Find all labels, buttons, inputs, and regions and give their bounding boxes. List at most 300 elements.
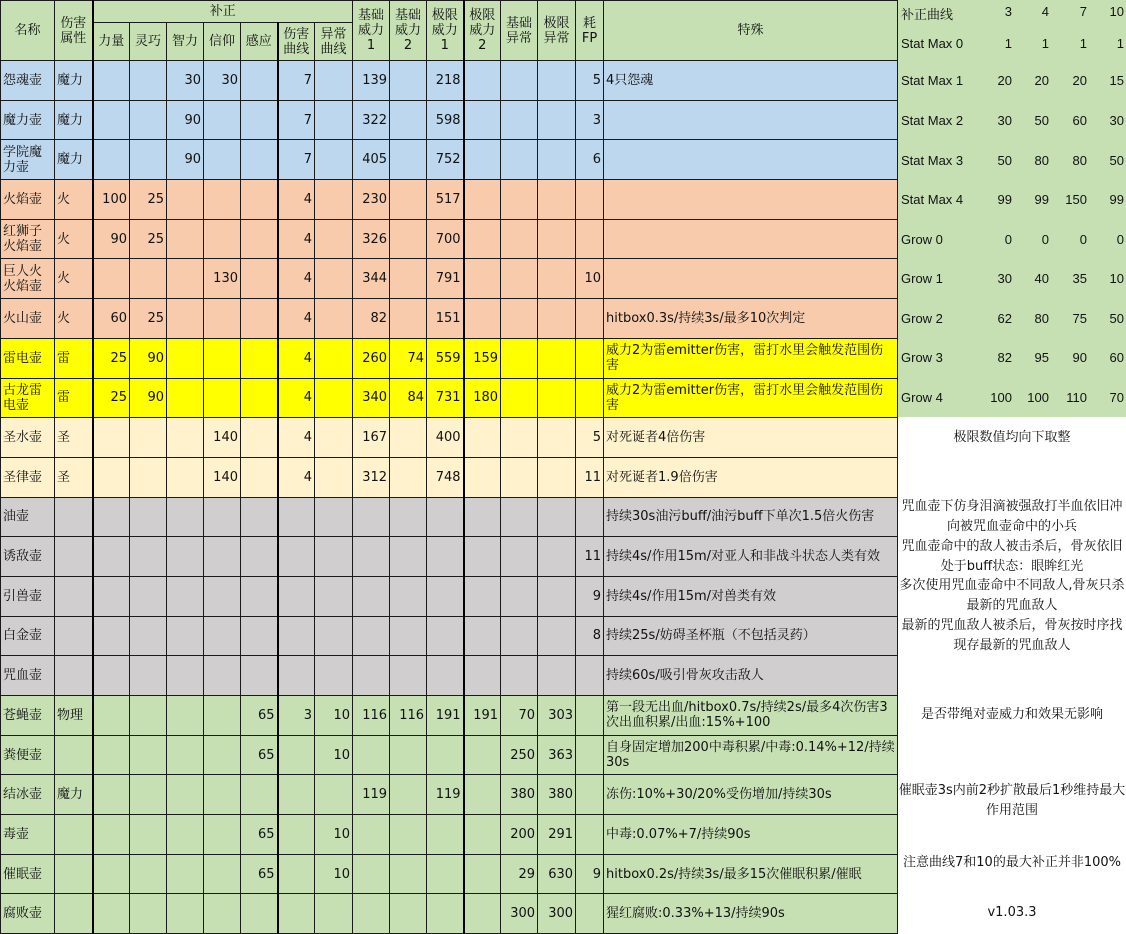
base-status-cell bbox=[501, 537, 538, 577]
status-curve-cell bbox=[315, 259, 353, 299]
table-row bbox=[1, 338, 898, 378]
fai-scaling-cell bbox=[204, 180, 241, 220]
fp-cost-cell bbox=[576, 735, 604, 775]
max-power-2-cell bbox=[464, 537, 501, 577]
base-power-1-cell: 167 bbox=[353, 418, 390, 458]
damage-attr-cell bbox=[55, 537, 93, 577]
int-scaling-cell: 30 bbox=[167, 61, 204, 101]
int-scaling-cell bbox=[167, 696, 204, 736]
table-row bbox=[1, 61, 898, 101]
pot-name-cell: 苍蝇壶 bbox=[1, 696, 55, 736]
damage-curve-cell: 3 bbox=[278, 696, 315, 736]
str-scaling-cell: 100 bbox=[93, 180, 130, 220]
base-status-cell: 200 bbox=[501, 815, 538, 855]
fp-cost-cell: 9 bbox=[576, 854, 604, 894]
max-power-1-cell bbox=[427, 854, 464, 894]
fp-cost-cell bbox=[576, 815, 604, 855]
max-power-1-cell bbox=[427, 735, 464, 775]
dex-scaling-cell bbox=[130, 576, 167, 616]
dex-scaling-cell: 25 bbox=[130, 219, 167, 259]
max-power-1-cell: 752 bbox=[427, 140, 464, 180]
base-power-2-cell bbox=[390, 100, 427, 140]
damage-attr-cell: 圣 bbox=[55, 418, 93, 458]
arc-scaling-cell bbox=[241, 338, 278, 378]
base-power-2-cell bbox=[390, 299, 427, 339]
arc-scaling-cell bbox=[241, 497, 278, 537]
header-fai: 信仰 bbox=[204, 23, 241, 61]
arc-scaling-cell: 65 bbox=[241, 696, 278, 736]
curve-row-label: Stat Max 1 bbox=[901, 73, 964, 88]
damage-attr-cell bbox=[55, 815, 93, 855]
curve-row-label: Grow 3 bbox=[901, 350, 943, 365]
fai-scaling-cell: 130 bbox=[204, 259, 241, 299]
pot-name-cell: 毒壶 bbox=[1, 815, 55, 855]
special-effect-cell: 中毒:0.07%+7/持续90s bbox=[604, 815, 898, 855]
damage-curve-cell: 4 bbox=[278, 219, 315, 259]
max-status-cell bbox=[538, 100, 576, 140]
status-curve-cell bbox=[315, 497, 353, 537]
special-effect-cell: 对死诞者4倍伤害 bbox=[604, 418, 898, 458]
pot-name-cell: 催眠壶 bbox=[1, 854, 55, 894]
dex-scaling-cell bbox=[130, 775, 167, 815]
status-curve-cell bbox=[315, 299, 353, 339]
curve-row-label: Stat Max 4 bbox=[901, 192, 964, 207]
table-row bbox=[1, 894, 898, 934]
base-status-cell bbox=[501, 140, 538, 180]
curve-row bbox=[898, 390, 1126, 410]
max-status-cell bbox=[538, 656, 576, 696]
fp-cost-cell bbox=[576, 219, 604, 259]
int-scaling-cell bbox=[167, 616, 204, 656]
max-status-cell bbox=[538, 497, 576, 537]
base-power-1-cell: 139 bbox=[353, 61, 390, 101]
curve-value: 100 bbox=[990, 390, 1012, 405]
str-scaling-cell bbox=[93, 894, 130, 934]
status-curve-cell bbox=[315, 418, 353, 458]
max-power-1-cell: 748 bbox=[427, 457, 464, 497]
pot-name-cell: 结冰壶 bbox=[1, 775, 55, 815]
arc-scaling-cell bbox=[241, 219, 278, 259]
dex-scaling-cell bbox=[130, 61, 167, 101]
fai-scaling-cell bbox=[204, 616, 241, 656]
fai-scaling-cell: 30 bbox=[204, 61, 241, 101]
special-effect-cell bbox=[604, 180, 898, 220]
table-row bbox=[1, 259, 898, 299]
fp-cost-cell bbox=[576, 696, 604, 736]
dex-scaling-cell bbox=[130, 418, 167, 458]
table-row bbox=[1, 299, 898, 339]
str-scaling-cell bbox=[93, 140, 130, 180]
int-scaling-cell bbox=[167, 815, 204, 855]
special-effect-cell bbox=[604, 259, 898, 299]
str-scaling-cell bbox=[93, 259, 130, 299]
base-status-cell bbox=[501, 616, 538, 656]
side-panel bbox=[898, 0, 1126, 933]
max-power-2-cell bbox=[464, 735, 501, 775]
arc-scaling-cell bbox=[241, 894, 278, 934]
special-effect-cell: 威力2为雷emitter伤害，雷打水里会触发范围伤害 bbox=[604, 378, 898, 418]
curve-value: 20 bbox=[1034, 73, 1049, 88]
damage-curve-cell: 4 bbox=[278, 418, 315, 458]
dex-scaling-cell bbox=[130, 696, 167, 736]
base-power-2-cell bbox=[390, 735, 427, 775]
arc-scaling-cell bbox=[241, 378, 278, 418]
special-effect-cell: 持续4s/作用15m/对亚人和非战斗状态人类有效 bbox=[604, 537, 898, 577]
dex-scaling-cell bbox=[130, 537, 167, 577]
table-row bbox=[1, 854, 898, 894]
curve-value: 50 bbox=[1109, 153, 1124, 168]
arc-scaling-cell bbox=[241, 259, 278, 299]
status-curve-cell bbox=[315, 616, 353, 656]
base-status-cell bbox=[501, 219, 538, 259]
str-scaling-cell bbox=[93, 497, 130, 537]
base-status-cell bbox=[501, 418, 538, 458]
max-power-2-cell bbox=[464, 61, 501, 101]
fai-scaling-cell bbox=[204, 696, 241, 736]
curve-value: 99 bbox=[1034, 192, 1049, 207]
max-status-cell bbox=[538, 299, 576, 339]
dex-scaling-cell bbox=[130, 656, 167, 696]
curve-row bbox=[898, 232, 1126, 252]
header-base-power-1: 基础威力1 bbox=[353, 1, 390, 61]
curve-value: 110 bbox=[1066, 390, 1087, 405]
base-power-2-cell bbox=[390, 180, 427, 220]
base-power-1-cell: 312 bbox=[353, 457, 390, 497]
max-power-2-cell bbox=[464, 894, 501, 934]
special-effect-cell: 冻伤:10%+30/20%受伤增加/持续30s bbox=[604, 775, 898, 815]
header-name: 名称 bbox=[1, 1, 55, 61]
int-scaling-cell bbox=[167, 537, 204, 577]
curve-value: 50 bbox=[997, 153, 1012, 168]
damage-attr-cell: 火 bbox=[55, 259, 93, 299]
max-power-1-cell bbox=[427, 497, 464, 537]
str-scaling-cell: 25 bbox=[93, 378, 130, 418]
base-power-2-cell bbox=[390, 219, 427, 259]
max-power-2-cell bbox=[464, 140, 501, 180]
curve-value: 30 bbox=[997, 113, 1012, 128]
arc-scaling-cell bbox=[241, 140, 278, 180]
max-power-2-cell bbox=[464, 100, 501, 140]
pot-name-cell: 魔力壶 bbox=[1, 100, 55, 140]
curve-row bbox=[898, 36, 1126, 56]
str-scaling-cell: 90 bbox=[93, 219, 130, 259]
max-status-cell: 380 bbox=[538, 775, 576, 815]
special-effect-cell: 对死诞者1.9倍伤害 bbox=[604, 457, 898, 497]
status-curve-cell bbox=[315, 894, 353, 934]
base-power-1-cell: 260 bbox=[353, 338, 390, 378]
base-power-2-cell bbox=[390, 894, 427, 934]
curve-value: 60 bbox=[1072, 113, 1087, 128]
curve-value: 35 bbox=[1072, 271, 1087, 286]
curve-row bbox=[898, 73, 1126, 93]
max-status-cell bbox=[538, 576, 576, 616]
max-power-2-cell bbox=[464, 576, 501, 616]
curve-col-3: 3 bbox=[1004, 4, 1012, 19]
fp-cost-cell: 6 bbox=[576, 140, 604, 180]
fp-cost-cell: 11 bbox=[576, 457, 604, 497]
max-power-2-cell bbox=[464, 299, 501, 339]
pot-name-cell: 学院魔力壶 bbox=[1, 140, 55, 180]
fai-scaling-cell bbox=[204, 100, 241, 140]
max-power-2-cell bbox=[464, 854, 501, 894]
fai-scaling-cell bbox=[204, 854, 241, 894]
status-curve-cell bbox=[315, 61, 353, 101]
int-scaling-cell: 90 bbox=[167, 140, 204, 180]
base-power-1-cell: 344 bbox=[353, 259, 390, 299]
note-curse-3: 多次使用咒血壶命中不同敌人,骨灰只杀最新的咒血敌人 bbox=[899, 578, 1125, 613]
base-status-cell: 380 bbox=[501, 775, 538, 815]
max-power-2-cell bbox=[464, 497, 501, 537]
max-power-2-cell: 191 bbox=[464, 696, 501, 736]
fp-cost-cell bbox=[576, 894, 604, 934]
header-scaling-group: 补正 bbox=[93, 1, 353, 23]
curve-value: 20 bbox=[1072, 73, 1087, 88]
curve-value: 1 bbox=[1079, 36, 1087, 51]
curve-value: 0 bbox=[1041, 232, 1049, 247]
special-effect-cell: 猩红腐败:0.33%+13/持续90s bbox=[604, 894, 898, 934]
base-status-cell bbox=[501, 180, 538, 220]
int-scaling-cell bbox=[167, 338, 204, 378]
max-power-1-cell: 400 bbox=[427, 418, 464, 458]
header-status-curve: 异常曲线 bbox=[315, 23, 353, 61]
damage-curve-cell: 4 bbox=[278, 378, 315, 418]
fai-scaling-cell bbox=[204, 497, 241, 537]
damage-curve-cell: 4 bbox=[278, 338, 315, 378]
curve-row bbox=[898, 271, 1126, 291]
int-scaling-cell bbox=[167, 418, 204, 458]
table-row bbox=[1, 100, 898, 140]
curve-value: 15 bbox=[1109, 73, 1124, 88]
pot-name-cell: 油壶 bbox=[1, 497, 55, 537]
fai-scaling-cell bbox=[204, 576, 241, 616]
max-status-cell: 303 bbox=[538, 696, 576, 736]
curve-row bbox=[898, 311, 1126, 331]
special-effect-cell: 持续30s油污buff/油污buff下单次1.5倍火伤害 bbox=[604, 497, 898, 537]
curve-value: 1 bbox=[1041, 36, 1049, 51]
curve-value: 80 bbox=[1072, 153, 1087, 168]
int-scaling-cell bbox=[167, 219, 204, 259]
table-row bbox=[1, 418, 898, 458]
curve-value: 99 bbox=[1109, 192, 1124, 207]
base-power-2-cell bbox=[390, 576, 427, 616]
fp-cost-cell: 5 bbox=[576, 61, 604, 101]
curve-col-7: 7 bbox=[1079, 4, 1087, 19]
max-status-cell bbox=[538, 338, 576, 378]
damage-attr-cell bbox=[55, 616, 93, 656]
curve-row-label: Grow 4 bbox=[901, 390, 943, 405]
max-status-cell: 291 bbox=[538, 815, 576, 855]
table-row bbox=[1, 616, 898, 656]
curve-value: 1 bbox=[1116, 36, 1124, 51]
special-effect-cell: 持续4s/作用15m/对兽类有效 bbox=[604, 576, 898, 616]
str-scaling-cell bbox=[93, 61, 130, 101]
dex-scaling-cell bbox=[130, 894, 167, 934]
base-power-2-cell: 116 bbox=[390, 696, 427, 736]
max-status-cell bbox=[538, 537, 576, 577]
pot-name-cell: 圣律壶 bbox=[1, 457, 55, 497]
curve-value: 150 bbox=[1065, 192, 1087, 207]
special-effect-cell: 自身固定增加200中毒积累/中毒:0.14%+12/持续30s bbox=[604, 735, 898, 775]
damage-attr-cell: 魔力 bbox=[55, 100, 93, 140]
special-effect-cell: hitbox0.2s/持续3s/最多15次催眠积累/催眠 bbox=[604, 854, 898, 894]
note-curse-2: 咒血壶命中的敌人被击杀后，骨灰依旧处于buff状态：眼眸红光 bbox=[901, 539, 1123, 574]
str-scaling-cell bbox=[93, 537, 130, 577]
str-scaling-cell bbox=[93, 735, 130, 775]
special-effect-cell: 4只怨魂 bbox=[604, 61, 898, 101]
base-power-2-cell bbox=[390, 497, 427, 537]
base-status-cell bbox=[501, 338, 538, 378]
base-power-2-cell bbox=[390, 854, 427, 894]
header-max-power-2: 极限威力2 bbox=[464, 1, 501, 61]
base-power-1-cell: 322 bbox=[353, 100, 390, 140]
pot-name-cell: 圣水壶 bbox=[1, 418, 55, 458]
table-row bbox=[1, 378, 898, 418]
str-scaling-cell bbox=[93, 775, 130, 815]
int-scaling-cell bbox=[167, 378, 204, 418]
str-scaling-cell bbox=[93, 616, 130, 656]
base-power-2-cell bbox=[390, 656, 427, 696]
int-scaling-cell bbox=[167, 576, 204, 616]
max-power-2-cell: 180 bbox=[464, 378, 501, 418]
table-row bbox=[1, 140, 898, 180]
special-effect-cell: hitbox0.3s/持续3s/最多10次判定 bbox=[604, 299, 898, 339]
base-power-1-cell: 340 bbox=[353, 378, 390, 418]
max-status-cell: 300 bbox=[538, 894, 576, 934]
int-scaling-cell bbox=[167, 457, 204, 497]
damage-attr-cell: 魔力 bbox=[55, 140, 93, 180]
max-power-2-cell bbox=[464, 180, 501, 220]
base-power-2-cell bbox=[390, 815, 427, 855]
dex-scaling-cell bbox=[130, 140, 167, 180]
damage-curve-cell: 4 bbox=[278, 180, 315, 220]
status-curve-cell bbox=[315, 100, 353, 140]
dex-scaling-cell bbox=[130, 457, 167, 497]
base-power-1-cell: 82 bbox=[353, 299, 390, 339]
curve-header-row bbox=[898, 4, 1126, 24]
str-scaling-cell bbox=[93, 696, 130, 736]
damage-curve-cell: 7 bbox=[278, 61, 315, 101]
str-scaling-cell bbox=[93, 815, 130, 855]
damage-curve-cell bbox=[278, 497, 315, 537]
curve-row-label: Grow 2 bbox=[901, 311, 943, 326]
curve-row-label: Grow 0 bbox=[901, 232, 943, 247]
curve-value: 75 bbox=[1072, 311, 1087, 326]
damage-attr-cell: 圣 bbox=[55, 457, 93, 497]
pot-name-cell: 巨人火火焰壶 bbox=[1, 259, 55, 299]
status-curve-cell bbox=[315, 775, 353, 815]
header-fp-cost: 耗FP bbox=[576, 1, 604, 61]
arc-scaling-cell bbox=[241, 537, 278, 577]
curve-value: 80 bbox=[1034, 311, 1049, 326]
base-power-1-cell bbox=[353, 854, 390, 894]
fp-cost-cell bbox=[576, 180, 604, 220]
arc-scaling-cell bbox=[241, 100, 278, 140]
note-curse-4: 最新的咒血敌人被杀后，骨灰按时序找现存最新的咒血敌人 bbox=[901, 618, 1123, 653]
fai-scaling-cell bbox=[204, 894, 241, 934]
table-row bbox=[1, 656, 898, 696]
special-effect-cell bbox=[604, 219, 898, 259]
base-power-1-cell: 326 bbox=[353, 219, 390, 259]
damage-curve-cell bbox=[278, 537, 315, 577]
max-power-1-cell: 151 bbox=[427, 299, 464, 339]
header-arc: 感应 bbox=[241, 23, 278, 61]
base-power-1-cell bbox=[353, 537, 390, 577]
fai-scaling-cell bbox=[204, 378, 241, 418]
base-power-2-cell bbox=[390, 61, 427, 101]
base-status-cell: 29 bbox=[501, 854, 538, 894]
arc-scaling-cell bbox=[241, 61, 278, 101]
status-curve-cell bbox=[315, 140, 353, 180]
max-power-1-cell bbox=[427, 576, 464, 616]
table-row bbox=[1, 576, 898, 616]
curve-value: 30 bbox=[1109, 113, 1124, 128]
max-power-1-cell: 559 bbox=[427, 338, 464, 378]
note-curse-1: 咒血壶下仿身泪滴被强敌打半血依旧冲向被咒血壶命中的小兵 bbox=[901, 499, 1123, 534]
curve-value: 0 bbox=[1079, 232, 1087, 247]
max-power-2-cell bbox=[464, 656, 501, 696]
base-power-1-cell: 116 bbox=[353, 696, 390, 736]
max-power-1-cell bbox=[427, 537, 464, 577]
base-power-2-cell bbox=[390, 616, 427, 656]
curve-value: 50 bbox=[1109, 311, 1124, 326]
max-power-1-cell: 517 bbox=[427, 180, 464, 220]
status-curve-cell: 10 bbox=[315, 735, 353, 775]
base-power-1-cell bbox=[353, 735, 390, 775]
pot-name-cell: 引兽壶 bbox=[1, 576, 55, 616]
int-scaling-cell bbox=[167, 735, 204, 775]
base-power-2-cell bbox=[390, 457, 427, 497]
curve-value: 30 bbox=[997, 271, 1012, 286]
int-scaling-cell bbox=[167, 775, 204, 815]
damage-curve-cell: 7 bbox=[278, 140, 315, 180]
fai-scaling-cell bbox=[204, 775, 241, 815]
damage-curve-cell bbox=[278, 656, 315, 696]
table-row bbox=[1, 815, 898, 855]
dex-scaling-cell: 90 bbox=[130, 338, 167, 378]
curve-value: 40 bbox=[1034, 271, 1049, 286]
fai-scaling-cell bbox=[204, 656, 241, 696]
special-effect-cell: 威力2为雷emitter伤害，雷打水里会触发范围伤害 bbox=[604, 338, 898, 378]
header-special: 特殊 bbox=[604, 1, 898, 61]
fai-scaling-cell: 140 bbox=[204, 418, 241, 458]
curve-value: 70 bbox=[1109, 390, 1124, 405]
pot-name-cell: 红狮子火焰壶 bbox=[1, 219, 55, 259]
str-scaling-cell bbox=[93, 418, 130, 458]
damage-attr-cell: 雷 bbox=[55, 378, 93, 418]
int-scaling-cell bbox=[167, 894, 204, 934]
arc-scaling-cell: 65 bbox=[241, 815, 278, 855]
damage-curve-cell bbox=[278, 854, 315, 894]
note-sleep-pot: 催眠壶3s内前2秒扩散最后1秒维持最大作用范围 bbox=[898, 783, 1126, 818]
max-power-1-cell bbox=[427, 815, 464, 855]
pot-name-cell: 诱敌壶 bbox=[1, 537, 55, 577]
base-power-1-cell bbox=[353, 616, 390, 656]
str-scaling-cell bbox=[93, 576, 130, 616]
max-status-cell: 363 bbox=[538, 735, 576, 775]
dex-scaling-cell bbox=[130, 100, 167, 140]
header-damage-curve: 伤害曲线 bbox=[278, 23, 315, 61]
base-power-1-cell: 230 bbox=[353, 180, 390, 220]
dex-scaling-cell bbox=[130, 854, 167, 894]
table-row bbox=[1, 497, 898, 537]
int-scaling-cell bbox=[167, 656, 204, 696]
curve-header-label: 补正曲线 bbox=[901, 7, 954, 22]
curve-value: 95 bbox=[1034, 350, 1049, 365]
max-status-cell bbox=[538, 140, 576, 180]
max-power-2-cell: 159 bbox=[464, 338, 501, 378]
curve-value: 10 bbox=[1109, 271, 1124, 286]
curve-value: 0 bbox=[1004, 232, 1012, 247]
